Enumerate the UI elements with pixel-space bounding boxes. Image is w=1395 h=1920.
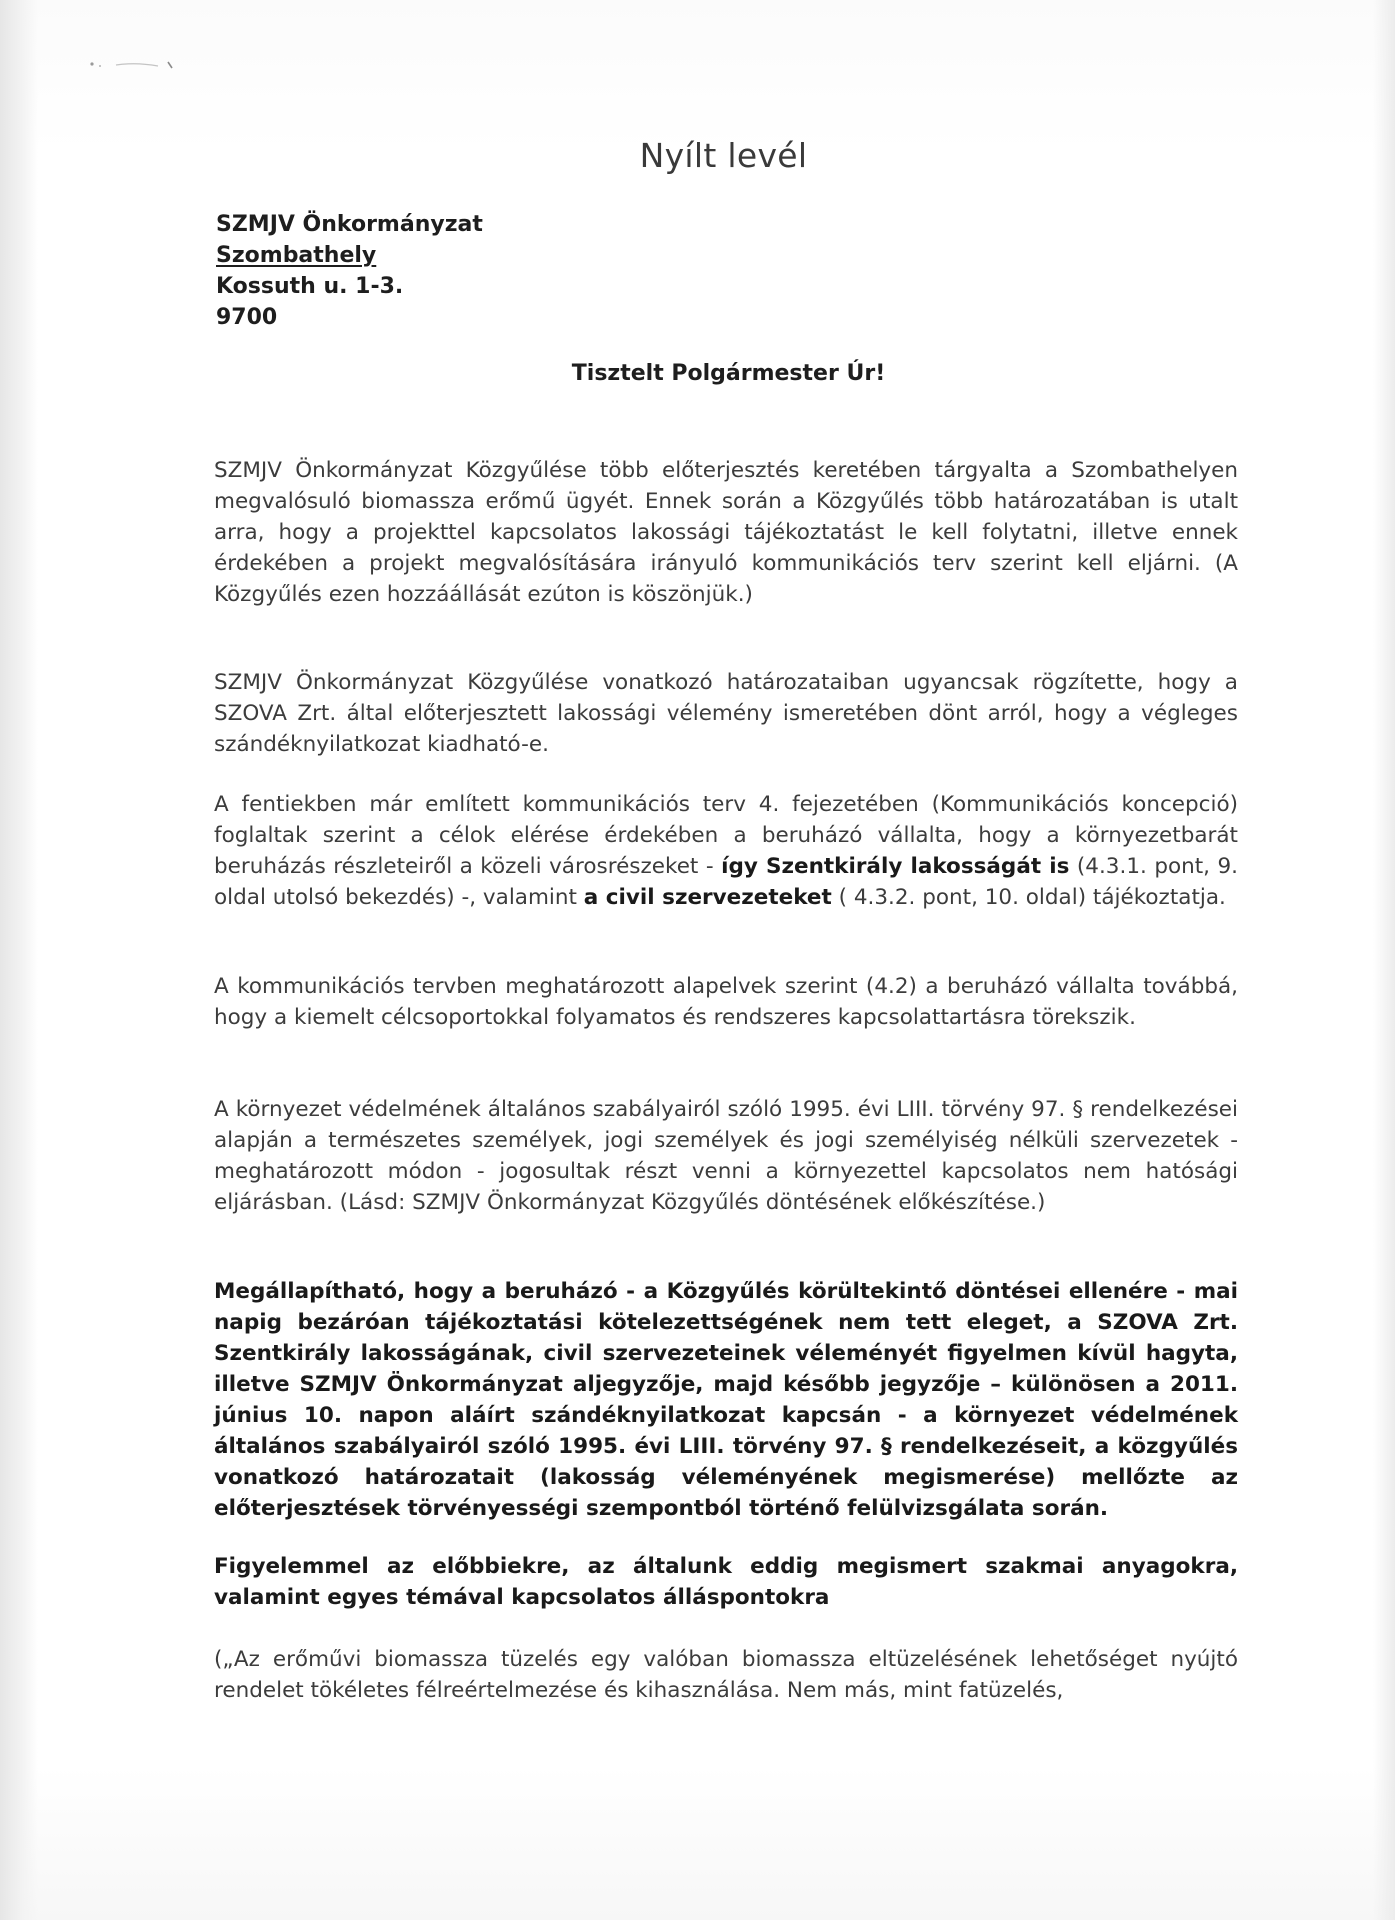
paragraph-1: SZMJV Önkormányzat Közgyűlése több előterjesztés keretében tárgyalta a Szombathelyen megvalósuló biomassza erőmű ügyét. Ennek során a Közgyűlés több határozatában is utalt arra, hogy a projekttel kapcsolatos lakossági tájékoztatást le kell folytatni, illetve ennek érdekében a projekt megvalósítására irányuló kommunikációs terv szerint kell eljárni. (A Közgyűlés ezen hozzáállását ezúton is köszönjük.) — [214, 458, 1238, 607]
scan-speck-mark — [88, 58, 178, 72]
paragraph-3-emphasis-civil: a civil szervezeteket — [583, 885, 832, 910]
paragraph-2: SZMJV Önkormányzat Közgyűlése vonatkozó határozataiban ugyancsak rögzítette, hogy a SZOVA Zrt. által előterjesztett lakossági vélemény ismeretében dönt arról, hogy a végleges szándéknyilatkozat kiadható-e. — [214, 670, 1238, 757]
scan-right-edge — [1373, 0, 1395, 1920]
address-postcode: 9700 — [216, 305, 278, 330]
recipient-address — [216, 209, 483, 333]
paragraph-8-quote: („Az erőművi biomassza tüzelés egy valóban biomassza eltüzelésének lehetőséget nyújtó rendelet tökéletes félreértelmezése és kihasználása. Nem más, mint fatüzelés, — [214, 1647, 1238, 1703]
paragraph-3-part-c: (4.3.1. pont, 9. oldal utolsó bekezdés) -, valamint — [214, 854, 1239, 910]
paragraph-3 — [214, 789, 1238, 913]
paragraph-5: A környezet védelmének általános szabályairól szóló 1995. évi LIII. törvény 97. § rendelkezései alapján a természetes személyek, jogi személyek és jogi személyiség nélküli szervezetek - meghatározott módon - jogosultak részt venni a környezettel kapcsolatos nem hatósági eljárásban. (Lásd: SZMJV Önkormányzat Közgyűlés döntésének előkészítése.) — [214, 1097, 1238, 1215]
address-city: Szombathely — [216, 243, 377, 268]
paragraph-3-part-e: ( 4.3.2. pont, 10. oldal) tájékoztatja. — [831, 885, 1226, 910]
paragraph-3-part-a: A fentiekben már említett kommunikációs terv 4. fejezetében (Kommunikációs koncepció) foglaltak szerint a célok elérése érdekében a beruházó vállalta, hogy a környezetbarát beruházás részleteiről a közeli városrészeket - — [214, 792, 1238, 879]
address-street: Kossuth u. 1-3. — [216, 274, 404, 299]
paragraph-7-bold: Figyelemmel az előbbiekre, az általunk eddig megismert szakmai anyagokra, valamint egyes témával kapcsolatos álláspontokra — [214, 1554, 1238, 1610]
paragraph-6-bold: Megállapítható, hogy a beruházó - a Közgyűlés körültekintő döntései ellenére - mai napig bezáróan tájékoztatási kötelezettségének nem tett eleget, a SZOVA Zrt. Szentkirály lakosságának, civil szervezeteinek véleményét figyelmen kívül hagyta, illetve SZMJV Önkormányzat aljegyzője, majd később jegyzője – különösen a 2011. június 10. napon aláírt szándéknyilatkozat kapcsán - a környezet védelmének általános szabályairól szóló 1995. évi LIII. törvény 97. § rendelkezéseit, a közgyűlés vonatkozó határozatait (lakosság véleményének megismerése) mellőzte az előterjesztések törvényességi szempontból történő felülvizsgálata során. — [214, 1279, 1238, 1521]
letter-title: Nyílt levél — [639, 136, 808, 175]
scan-left-edge — [0, 0, 38, 1920]
salutation: Tisztelt Polgármester Úr! — [571, 361, 886, 386]
paragraph-3-emphasis-szentkiraly: így Szentkirály lakosságát is — [721, 854, 1070, 879]
address-organization: SZMJV Önkormányzat — [216, 212, 483, 237]
paragraph-4: A kommunikációs tervben meghatározott alapelvek szerint (4.2) a beruházó vállalta továbbá, hogy a kiemelt célcsoportokkal folyamatos és rendszeres kapcsolattartásra törekszik. — [214, 974, 1238, 1030]
